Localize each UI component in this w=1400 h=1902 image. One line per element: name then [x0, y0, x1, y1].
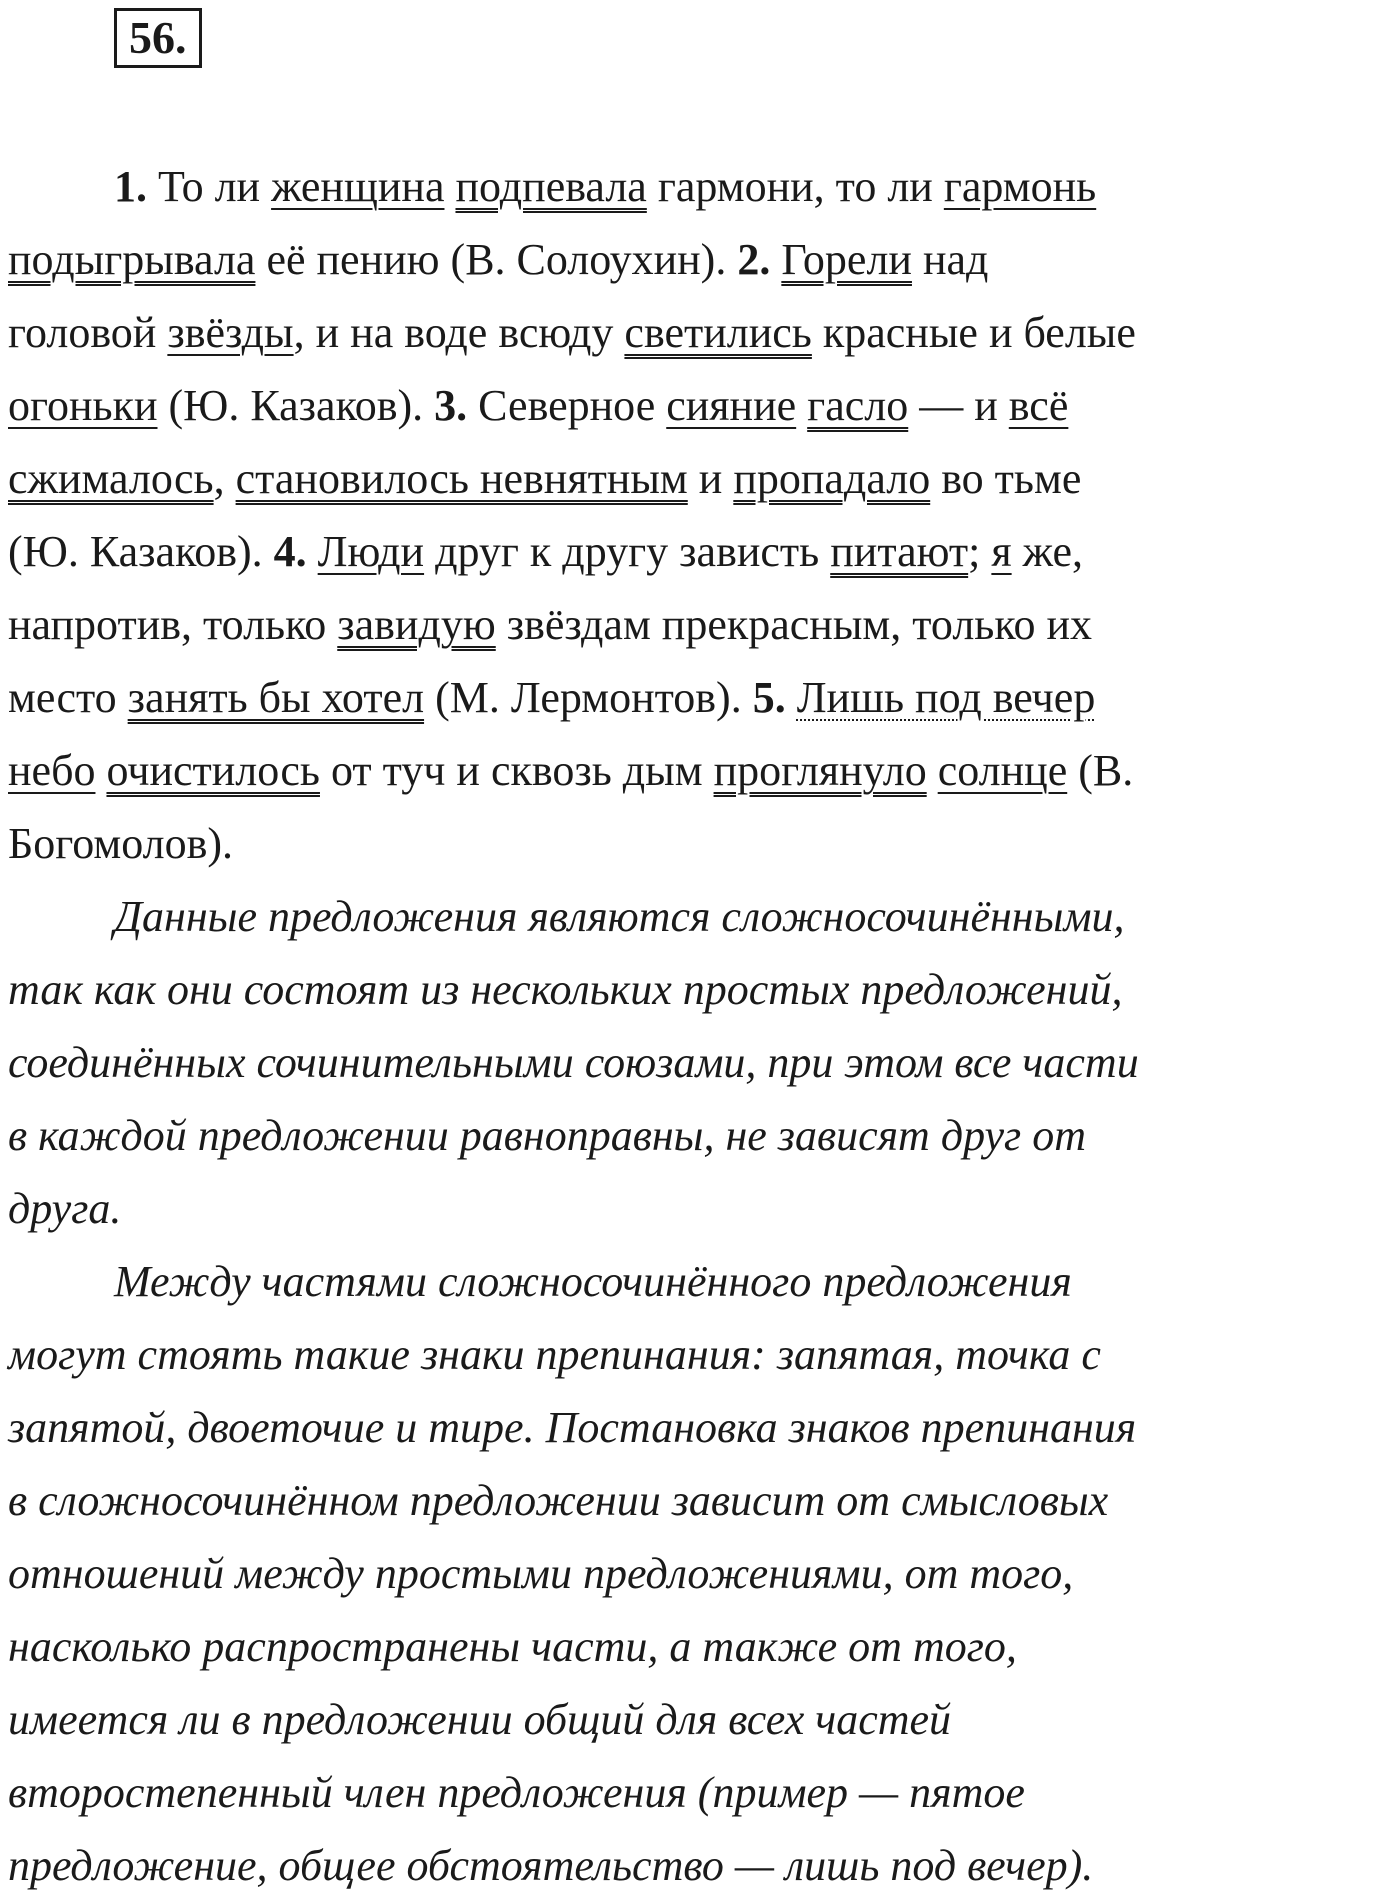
text-line: запятой, двоеточие и тире. Постановка знаков препинания	[8, 1403, 1137, 1452]
text-fragment: , и на воде всюду	[293, 308, 625, 357]
text-line	[8, 661, 1398, 734]
text-fragment: от туч и сквозь дым	[319, 746, 714, 795]
text-line	[8, 223, 1398, 296]
text-line	[8, 296, 1398, 369]
predicate: сжималось	[8, 454, 214, 503]
text-fragment: (Ю. Казаков).	[157, 381, 435, 430]
text-fragment: напротив, только	[8, 600, 338, 649]
subject: женщина	[271, 162, 445, 211]
explanation-paragraph-1	[8, 880, 1398, 1245]
text-line: друга.	[8, 1184, 122, 1233]
subject: звёзды	[167, 308, 294, 357]
text-fragment: (В.	[1067, 746, 1134, 795]
predicate: гасло	[807, 381, 909, 430]
text-fragment: над	[911, 235, 989, 284]
predicate: завидую	[337, 600, 496, 649]
text-fragment: Богомолов).	[8, 819, 234, 868]
predicate: питают	[830, 527, 969, 576]
subject: сияние	[666, 381, 797, 430]
text-line	[8, 369, 1398, 442]
sentence-number: 2.	[737, 235, 771, 284]
predicate: подыгрывала	[8, 235, 256, 284]
text-fragment: же,	[1011, 527, 1083, 576]
subject: всё	[1008, 381, 1069, 430]
subject: солнце	[937, 746, 1068, 795]
text-line: так как они состоят из нескольких простых предложений,	[8, 965, 1123, 1014]
text-fragment: во тьме	[930, 454, 1082, 503]
text-fragment: и	[687, 454, 734, 503]
predicate: проглянуло	[713, 746, 927, 795]
text-fragment	[444, 162, 455, 211]
text-fragment: (М. Лермонтов).	[424, 673, 753, 722]
text-line: насколько распространены части, а также от того,	[8, 1622, 1017, 1671]
text-line	[8, 515, 1398, 588]
text-line: соединённых сочинительными союзами, при этом все части	[8, 1038, 1139, 1087]
sentence-number: 5.	[752, 673, 786, 722]
text-line: в сложносочинённом предложении зависит от смысловых	[8, 1476, 1109, 1525]
text-line: отношений между простыми предложениями, от того,	[8, 1549, 1074, 1598]
predicate: очистилось	[106, 746, 320, 795]
text-line: могут стоять такие знаки препинания: запятая, точка с	[8, 1330, 1101, 1379]
text-fragment: ,	[213, 454, 236, 503]
predicate: занять бы хотел	[127, 673, 425, 722]
predicate: светились	[624, 308, 812, 357]
text-line	[8, 588, 1398, 661]
predicate: подпевала	[455, 162, 647, 211]
text-line: имеется ли в предложении общий для всех частей	[8, 1695, 952, 1744]
text-fragment	[307, 527, 318, 576]
subject: Люди	[317, 527, 425, 576]
subject: гармонь	[943, 162, 1097, 211]
text-line	[8, 442, 1398, 515]
text-fragment	[796, 381, 807, 430]
text-fragment	[95, 746, 106, 795]
text-fragment	[770, 235, 781, 284]
text-line	[8, 807, 1398, 880]
text-fragment: головой	[8, 308, 168, 357]
text-fragment: То ли	[147, 162, 272, 211]
sentence-number: 1.	[114, 162, 147, 211]
text-fragment: звёздам прекрасным, только их	[495, 600, 1093, 649]
text-fragment: ;	[968, 527, 992, 576]
predicate: пропадало	[733, 454, 931, 503]
text-fragment: место	[8, 673, 128, 722]
text-line	[8, 150, 1398, 223]
text-fragment: её пению (В. Солоухин).	[255, 235, 738, 284]
text-line	[8, 734, 1398, 807]
text-fragment: красные и белые	[811, 308, 1136, 357]
exercise-number: 56.	[114, 8, 202, 68]
explanation-paragraph-2	[8, 1245, 1398, 1902]
sentence-number: 3.	[434, 381, 468, 430]
subject: я	[991, 527, 1012, 576]
adverbial: Лишь под вечер	[796, 673, 1096, 722]
text-line: Данные предложения являются сложносочинёнными,	[114, 892, 1125, 941]
text-fragment: друг к другу зависть	[424, 527, 831, 576]
text-fragment	[786, 673, 797, 722]
text-fragment: гармони, то ли	[646, 162, 944, 211]
text-line: предложение, общее обстоятельство — лишь под вечер).	[8, 1841, 1094, 1890]
text-line: в каждой предложении равноправны, не зависят друг от	[8, 1111, 1086, 1160]
text-fragment: — и	[908, 381, 1009, 430]
document-body	[8, 150, 1398, 1902]
example-sentences	[8, 150, 1398, 880]
subject: огоньки	[8, 381, 158, 430]
predicate: Горели	[781, 235, 912, 284]
text-fragment: Северное	[467, 381, 667, 430]
sentence-number: 4.	[273, 527, 307, 576]
text-fragment	[927, 746, 938, 795]
subject: небо	[8, 746, 96, 795]
text-fragment: (Ю. Казаков).	[8, 527, 274, 576]
text-line: второстепенный член предложения (пример — пятое	[8, 1768, 1025, 1817]
predicate: становилось невнятным	[235, 454, 688, 503]
text-line: Между частями сложносочинённого предложения	[114, 1257, 1072, 1306]
